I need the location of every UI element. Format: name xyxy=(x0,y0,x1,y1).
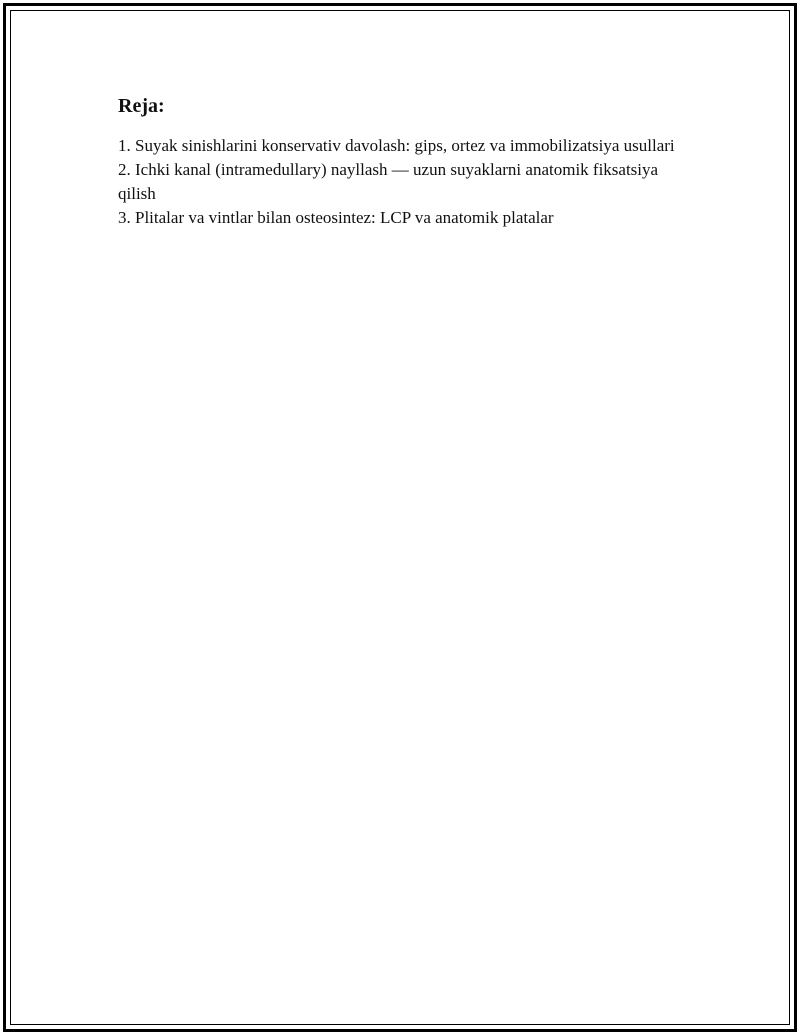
plan-item-3: 3. Plitalar va vintlar bilan osteosintez: LCP va anatomik platalar xyxy=(118,208,554,227)
plan-list xyxy=(118,134,678,230)
page-content xyxy=(118,93,678,230)
plan-item-1: 1. Suyak sinishlarini konservativ davolash: gips, ortez va immobilizatsiya usullari xyxy=(118,136,675,155)
plan-heading: Reja: xyxy=(118,95,165,117)
plan-item-2: 2. Ichki kanal (intramedullary) nayllash — uzun suyaklarni anatomik fiksatsiya qilish xyxy=(118,160,659,203)
